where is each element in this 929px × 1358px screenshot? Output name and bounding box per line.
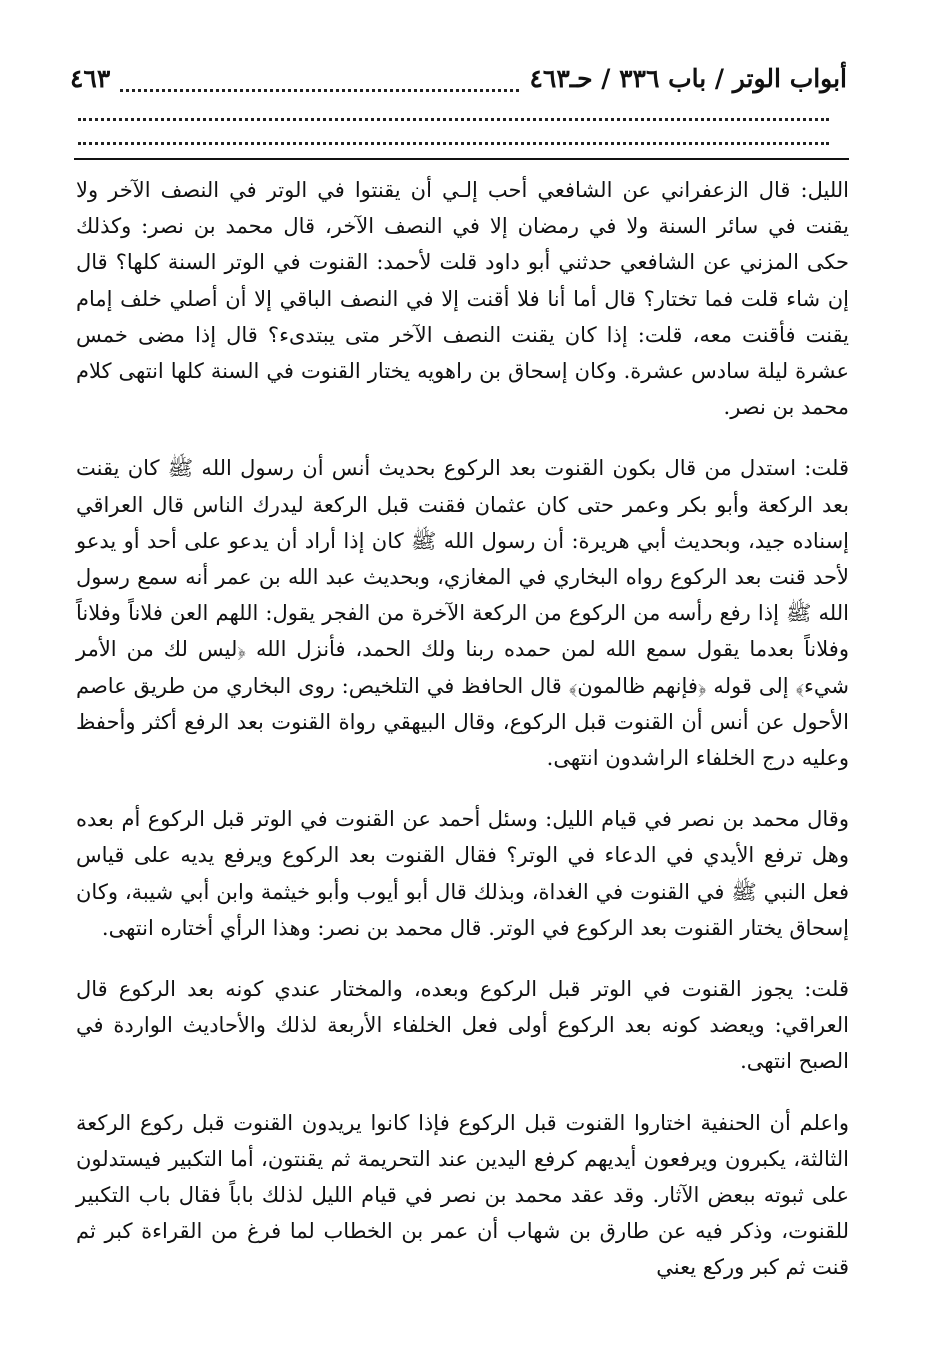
chapter-title: أبواب الوتر / باب ٣٣٦ / حـ٤٦٣: [529, 64, 847, 93]
dotted-line: [78, 118, 829, 121]
header-dotted-leader: [120, 55, 519, 92]
page-body: [76, 172, 849, 1286]
header-rule: [74, 158, 849, 160]
dotted-line: [78, 142, 829, 145]
paragraph: الليل: قال الزعفراني عن الشافعي أحب إلـي أن يقنتوا في الوتر في النصف الآخر ولا يقنت في سائر السنة ولا في رمضان إلا في النصف الآخر، قال محمد بن نصر: وكذلك حكى المزني عن الشافعي حدثني أبو داود قلت لأحمد: القنوت في الوتر السنة كلها؟ قال إن شاء قلت فما تختار؟ قال أما أنا فلا أقنت إلا في النصف الباقي إلا أن أصلي خلف إمام يقنت فأقنت معه، قلت: إذا كان يقنت النصف الآخر متى يبتدىء؟ قال إذا مضى خمس عشرة ليلة سادس عشرة. وكان إسحاق بن راهويه يختار القنوت في السنة كلها انتهى كلام محمد بن نصر.: [76, 178, 849, 420]
paragraph: قلت: يجوز القنوت في الوتر قبل الركوع وبعده، والمختار عندي كونه بعد الركوع قال العراقي: ويعضد كونه بعد الركوع أولى فعل الخلفاء الأربعة لذلك والأحاديث الواردة في الصبح انتهى.: [76, 977, 849, 1074]
paragraph: وقال محمد بن نصر في قيام الليل: وسئل أحمد عن القنوت في الوتر قبل الركوع أم بعده وهل ترفع الأيدي في الدعاء في الوتر؟ فقال القنوت بعد الركوع ويرفع يديه على قياس فعل النبي ﷺ في القنوت في الغداة، وبذلك قال أبو أيوب وأبو خيثمة وابن أبي شيبة، وكان إسحاق يختار القنوت بعد الركوع في الوتر. قال محمد بن نصر: وهذا الرأي أختاره انتهى.: [76, 807, 849, 940]
paragraph: قلت: استدل من قال بكون القنوت بعد الركوع بحديث أنس أن رسول الله ﷺ كان يقنت بعد الركعة وأبو بكر وعمر حتى كان عثمان فقنت قبل الركعة ليدرك الناس قال العراقي إسناده جيد، وبحديث أبي هريرة: أن رسول الله ﷺ كان إذا أراد أن يدعو على أحد أو يدعو لأحد قنت بعد الركوع رواه البخاري في المغازي، وبحديث عبد الله بن عمر أنه سمع رسول الله ﷺ إذا رفع رأسه من الركوع من الركعة الآخرة من الفجر يقول: اللهم العن فلاناً وفلاناً وفلاناً بعدما يقول سمع الله لمن حمده ربنا ولك الحمد، فأنزل الله ﴿ليس لك من الأمر شيء﴾ إلى قوله ﴿فإنهم ظالمون﴾ قال الحافظ في التلخيص: روى البخاري من طريق عاصم الأحول عن أنس أن القنوت قبل الركوع، وقال البيهقي رواة القنوت بعد الرفع أكثر وأحفظ وعليه درج الخلفاء الراشدون انتهى.: [76, 456, 849, 771]
running-header: [70, 62, 847, 96]
paragraph: واعلم أن الحنفية اختاروا القنوت قبل الركوع فإذا كانوا يريدون القنوت قبل ركوع الركعة الثالثة، يكبرون ويرفعون أيديهم كرفع اليدين عند التحريمة ثم يقنتون، أما التكبير فيستدلون على ثبوته ببعض الآثار. وقد عقد محمد بن نصر في قيام الليل لذلك باباً فقال باب التكبير للقنوت، وذكر فيه عن طارق بن شهاب أن عمر بن الخطاب لما فرغ من القراءة كبر ثم قنت ثم كبر وركع يعني: [76, 1110, 849, 1280]
page-number: ٤٦٣: [70, 64, 111, 93]
